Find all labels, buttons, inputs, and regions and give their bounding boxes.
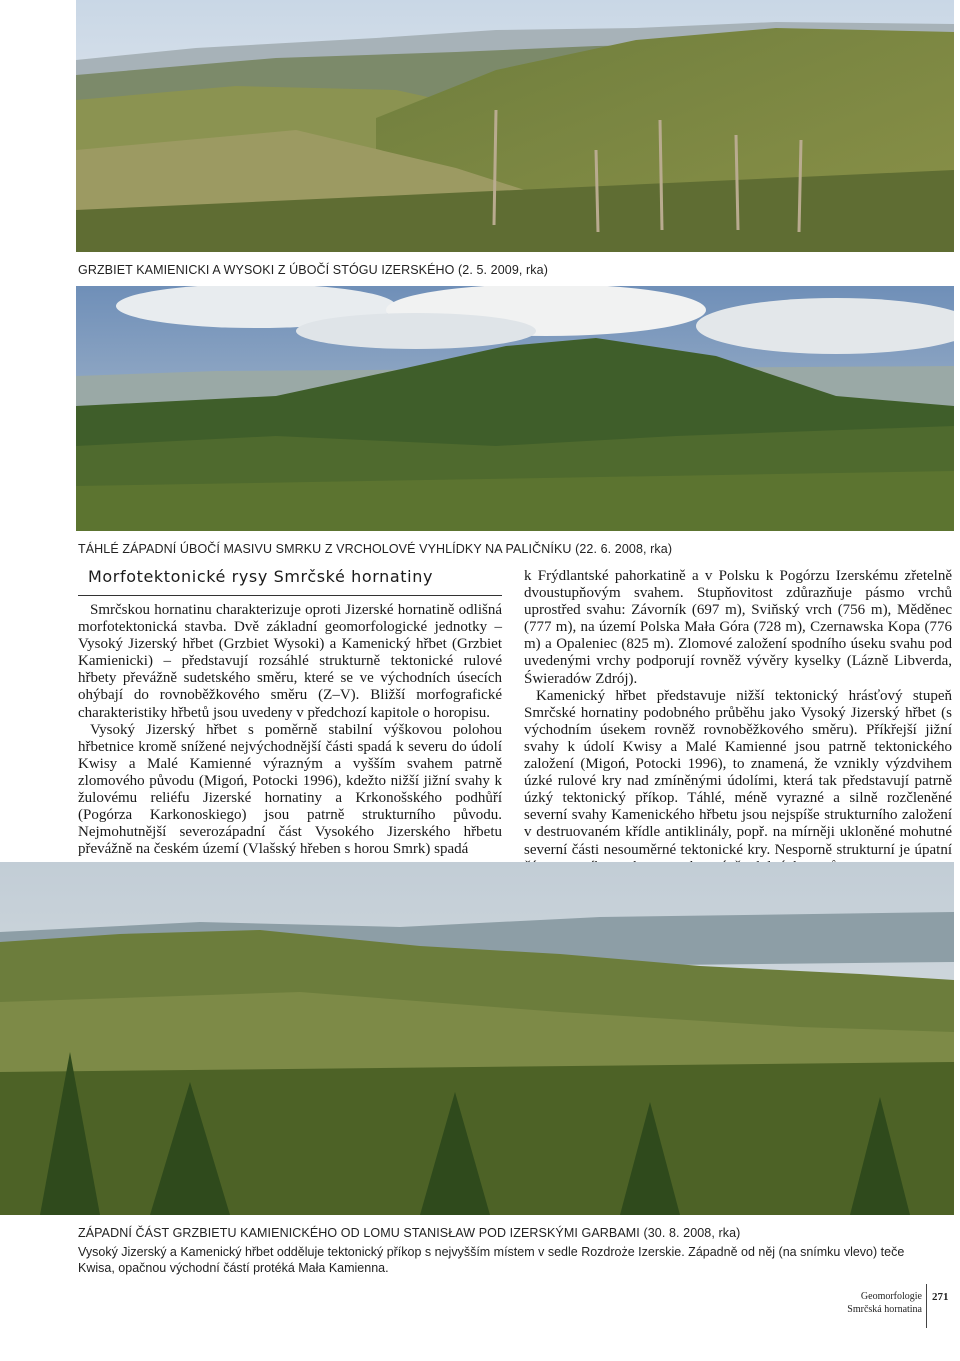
photo-ridge-image — [76, 0, 954, 252]
photo-kamienicki-note: Vysoký Jizerský a Kamenický hřbet odděluje tektonický příkop s nejvyšším místem v sedle Rozdroże Izerskie. Západně od něj (na snímku vlevo) teče Kwisa, opačnou východní částí protéká Mała Kamienna. — [78, 1245, 905, 1275]
section-title-rule — [78, 595, 502, 596]
left-paragraph-2: Vysoký Jizerský hřbet s poměrně stabilní výškovou polohou hřbetnice kromě snížené nejvýchodnější části spadá k severu do údolí Kwisy a Malé Kamienné výrazným a vyšším svahem patrně zlomového původu (Migoń, Potocki 1996), kdežto nižší jižní svahy k žulovému reliéfu Jizerské hornatiny a Krkonošského podhůří (Pogórza Karkonoskiego) jsou patrně strukturního původu. Nejmohutnější severozápadní část Vysokého Jizerského hřbetu převážně na českém území (Vlašský hřeben s horou Smrk) spadá — [78, 721, 502, 858]
photo-massif-caption: TÁHLÉ ZÁPADNÍ ÚBOČÍ MASIVU SMRKU Z VRCHOLOVÉ VYHLÍDKY NA PALIČNÍKU (22. 6. 2008, rka) — [78, 542, 673, 556]
left-paragraph-1: Smrčskou hornatinu charakterizuje oproti Jizerské hornatině odlišná morfotektonická stavba. Dvě základní geomorfologické jednotky – Vysoký Jizerský hřbet (Grzbiet Wysoki) a Kamenický hřbet (Grzbiet Kamienicki) – představují rozsáhlé strukturně tektonické rulové hřbety převážně sudetského směru, které se ve východních úsecích ohýbají do rovnoběžkového směru (Z–V). Bližší morfografické charakteristiky hřbetů jsou uvedeny v předchozí kapitole o horopisu. — [78, 602, 502, 721]
left-text-column — [78, 602, 502, 858]
section-title: Morfotektonické rysy Smrčské hornatiny — [88, 567, 434, 586]
right-paragraph-1: k Frýdlantské pahorkatině a v Polsku k Pogórzu Izerskému zřetelně dvoustupňovým svahem. Stupňovitost zdůrazňuje pásmo vrchů uprostřed svahu: Závorník (697 m), Sviňský vrch (756 m), Měděnec (777 m), na území Polska Mała Góra (728 m), Czernawska Kopa (776 m) a Opaleniec (825 m). Zlomové založení spodního úseku svahu pod uvedenými vrchy podporují rovněž vývěry kyselky (Lázně Libverda, Świeradów Zdrój). — [524, 568, 952, 687]
footer-divider — [926, 1284, 927, 1328]
photo-smrk-massif — [76, 286, 954, 531]
footer-section-name: Smrčská hornatina — [847, 1304, 922, 1315]
photo-kamienicki-west — [0, 862, 954, 1215]
photo-kamienicki-image — [0, 862, 954, 1215]
running-footer — [847, 1290, 922, 1316]
page-number: 271 — [932, 1291, 949, 1303]
photo-ridge-caption: GRZBIET KAMIENICKI A WYSOKI Z ÚBOČÍ STÓGU IZERSKÉHO (2. 5. 2009, rka) — [78, 263, 548, 277]
right-paragraph-2: Kamenický hřbet představuje nižší tektonický hrásťový stupeň Smrčské hornatiny podobného průběhu jako Vysoký Jizerský hřbet (s východním úsekem rovněž rovnoběžkového směru). Příkřejší jižní svahy k údolí Kwisy a Malé Kamienné jsou patrně tektonického založení (Migoń, Potocki 1996), to znamená, že vznikly výzdvihem úzké rulové kry nad zmíněnými údolími, která tak představují patrně úzký tektonický příkop. Táhlé, méně vyrazné a silně rozčleněné severní svahy Kamenického hřbetu jsou nejspíše strukturního založení v destruovaném křídle antiklinály, popř. na mírněji ukloněné mohutné severní části nesouměrné tektonické kry. Nesporně strukturní je úpatní — [524, 687, 952, 858]
photo-ridge-panorama — [76, 0, 954, 252]
footer-chapter: Geomorfologie — [860, 1291, 922, 1302]
photo-kamienicki-caption: ZÁPADNÍ ČÁST GRZBIETU KAMIENICKÉHO OD LOMU STANISŁAW POD IZERSKÝMI GARBAMI (30. 8. 2008, rka) — [78, 1226, 741, 1240]
photo-massif-image — [76, 286, 954, 531]
right-text-column — [524, 568, 952, 876]
